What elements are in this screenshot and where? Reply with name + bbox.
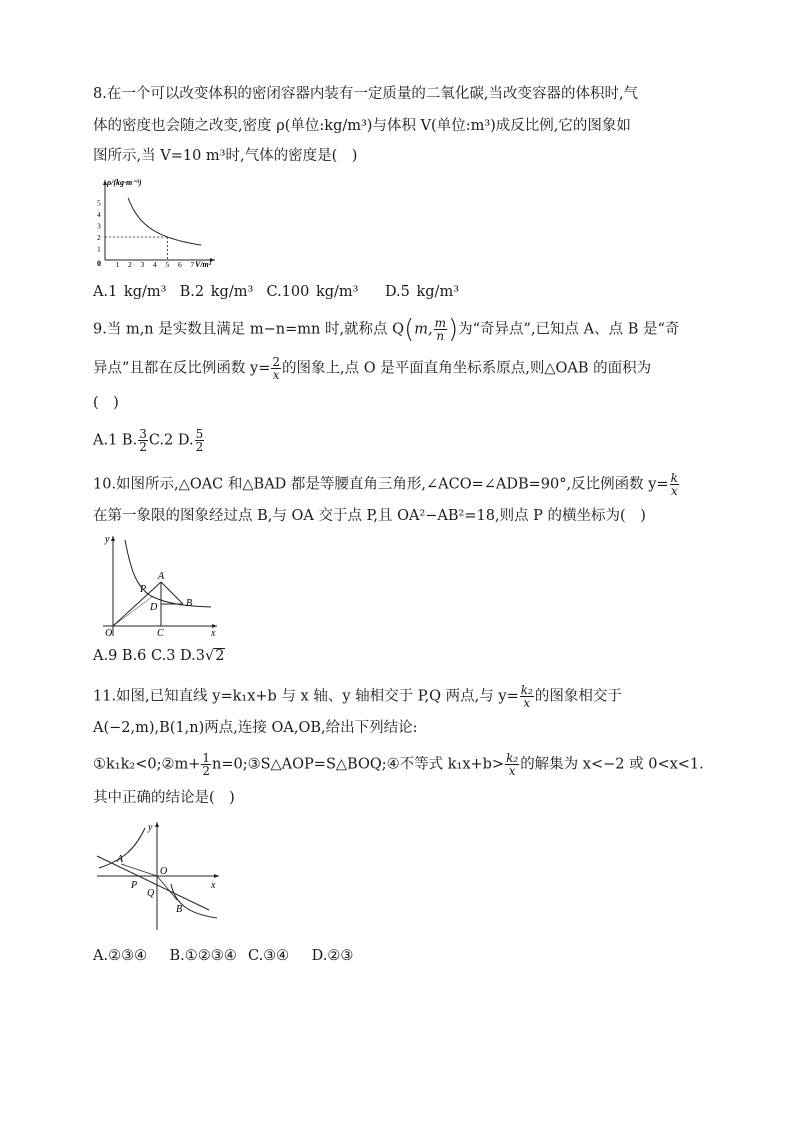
q10-label-o: O xyxy=(105,628,113,639)
q8-x-tick-4: 4 xyxy=(153,260,157,268)
q9-text-1b: 为“奇异点”,已知点 A、点 B 是“奇 xyxy=(458,321,680,338)
q11-fraction-k2-x-1: $\frac{\text{k₂}}{x}$ xyxy=(520,683,533,710)
q8-x-tick-7: 7 xyxy=(190,260,195,268)
q8-y-axis-label: ρ/(kg·m⁻³) xyxy=(107,178,142,187)
q10-label-b: B xyxy=(186,598,193,609)
q10-label-c: C xyxy=(157,628,164,639)
q10-label-d: D xyxy=(150,602,158,613)
q11-fraction-1-2: $\frac{1}{2}$ xyxy=(202,751,210,778)
q10-label-y: y xyxy=(105,534,110,545)
q9-text-2b: 的图象上,点 O 是平面直角坐标系原点,则△OAB 的面积为 xyxy=(282,360,652,377)
q9-line-2 xyxy=(93,356,651,381)
q8-density-graph xyxy=(93,172,223,268)
q11-text-3b: n=0;③S△AOP=S△BOQ;④不等式 k₁x+b> xyxy=(212,756,505,773)
q8-y-tick-3: 3 xyxy=(97,221,101,231)
q9-fraction-5-2: $\frac{5}{2}$ xyxy=(195,427,204,454)
q11-line-1 xyxy=(93,684,622,709)
q11-segment-ob xyxy=(157,876,177,900)
q11-line-4: 其中正确的结论是( ) xyxy=(93,790,235,806)
q9-fraction-2-x: $\frac{2}{x}$ xyxy=(272,355,281,382)
q10-triangle-figure xyxy=(93,532,223,640)
q11-label-x: x xyxy=(211,880,216,891)
q8-origin-label: 0 xyxy=(97,259,101,268)
q8-inverse-curve xyxy=(128,198,201,245)
q11-option-d[interactable]: D.②③ xyxy=(311,948,354,964)
q8-line-1: 8.在一个可以改变体积的密闭容器内装有一定质量的二氧化碳,当改变容器的体积时,气 xyxy=(93,86,639,102)
q10-hyperbola xyxy=(125,540,211,607)
q9-line-1: 9.当 m,n 是实数且满足 m−n=mn 时,就称点 Q(m, $\frac{m}{n}$ )为“奇异点”,已知点 A、点 B 是“奇 xyxy=(93,314,680,345)
q8-option-c[interactable]: C.100 kg/m³ xyxy=(266,284,359,300)
q10-line-1 xyxy=(93,472,680,497)
q8-x-tick-6: 6 xyxy=(178,260,182,268)
q8-x-tick-3: 3 xyxy=(140,260,145,268)
q8-x-axis-label: V/m³ xyxy=(195,260,212,268)
q8-line-2: 体的密度也会随之改变,密度 ρ(单位:kg/m³)与体积 V(单位:m³)成反比例,它的图象如 xyxy=(93,118,631,134)
q8-option-b[interactable]: B.2 kg/m³ xyxy=(179,284,254,300)
q8-x-tick-1: 1 xyxy=(115,260,120,268)
q8-y-tick-1: 1 xyxy=(97,244,101,254)
q10-text-1: 10.如图所示,△OAC 和△BAD 都是等腰直角三角形,∠ACO=∠ADB=90°,反比例函数 y= xyxy=(93,476,669,493)
q10-label-x: x xyxy=(211,628,216,639)
q9-fraction-m-n: $\frac{m}{n}$ xyxy=(434,316,446,343)
q11-text-3c: 的解集为 x<−2 或 0<x<1. xyxy=(520,756,704,773)
q11-options xyxy=(93,946,353,966)
q10-sqrt-symbol: √ xyxy=(204,648,215,664)
q11-text-3a: ①k₁k₂<0;②m+ xyxy=(93,756,201,773)
q9-line-3: ( ) xyxy=(93,395,119,411)
q9-text-1a: 9.当 m,n 是实数且满足 m−n=mn 时,就称点 Q xyxy=(93,321,405,338)
q8-x-tick-2: 2 xyxy=(128,260,132,268)
q11-label-q: Q xyxy=(147,888,155,899)
q11-text-1a: 11.如图,已知直线 y=k₁x+b 与 x 轴、y 轴相交于 P,Q 两点,与 y= xyxy=(93,688,519,705)
q11-fraction-k2-x-2: $\frac{\text{k₂}}{x}$ xyxy=(506,751,519,778)
q11-line-3 xyxy=(93,752,704,777)
q11-option-a[interactable]: A.②③④ xyxy=(93,948,148,964)
q9-fraction-3-2: $\frac{3}{2}$ xyxy=(139,427,147,454)
q10-option-text[interactable]: A.9 B.6 C.3 D.3 xyxy=(93,648,205,664)
q9-text-2a: 异点”且都在反比例函数 y= xyxy=(93,360,271,377)
q10-options xyxy=(93,646,225,666)
q9-options xyxy=(93,428,205,453)
q11-line-2: A(−2,m),B(1,n)两点,连接 OA,OB,给出下列结论: xyxy=(93,720,418,736)
q11-label-p: P xyxy=(131,880,138,891)
q11-straight-line xyxy=(97,856,209,910)
q8-y-tick-4: 4 xyxy=(97,210,101,219)
q11-text-1b: 的图象相交于 xyxy=(534,688,622,705)
q8-option-d[interactable]: D.5 kg/m³ xyxy=(384,284,460,300)
q10-sqrt-value: 2 xyxy=(215,648,225,664)
q11-line-hyperbola-figure xyxy=(93,818,223,936)
q10-line-2: 在第一象限的图象经过点 B,与 OA 交于点 P,且 OA²−AB²=18,则点 P 的横坐标为( ) xyxy=(93,508,646,524)
q11-label-y: y xyxy=(148,822,153,833)
q10-segment-ob xyxy=(113,596,153,626)
q8-y-tick-2: 2 xyxy=(97,233,101,242)
q10-label-p: P xyxy=(140,584,147,595)
q9-options-ab[interactable]: A.1 B. xyxy=(93,432,138,449)
q8-x-tick-5: 5 xyxy=(165,260,170,268)
q11-label-b: B xyxy=(176,904,183,915)
q8-y-tick-5: 5 xyxy=(97,198,101,208)
q9-options-cd[interactable]: C.2 D. xyxy=(148,432,194,449)
q10-fraction-k-x: $\frac{k}{x}$ xyxy=(670,471,678,498)
q11-label-o: O xyxy=(160,866,168,877)
q10-label-a: A xyxy=(158,571,165,582)
q11-label-a: A xyxy=(117,854,124,865)
q9-q-m: m, xyxy=(414,321,433,338)
q11-option-b[interactable]: B.①②③④ xyxy=(169,948,237,964)
q8-line-3: 图所示,当 V=10 m³时,气体的密度是( ) xyxy=(93,148,358,164)
q11-option-c[interactable]: C.③④ xyxy=(248,948,290,964)
q8-options xyxy=(93,282,459,302)
q8-option-a[interactable]: A.1 kg/m³ xyxy=(93,284,167,300)
